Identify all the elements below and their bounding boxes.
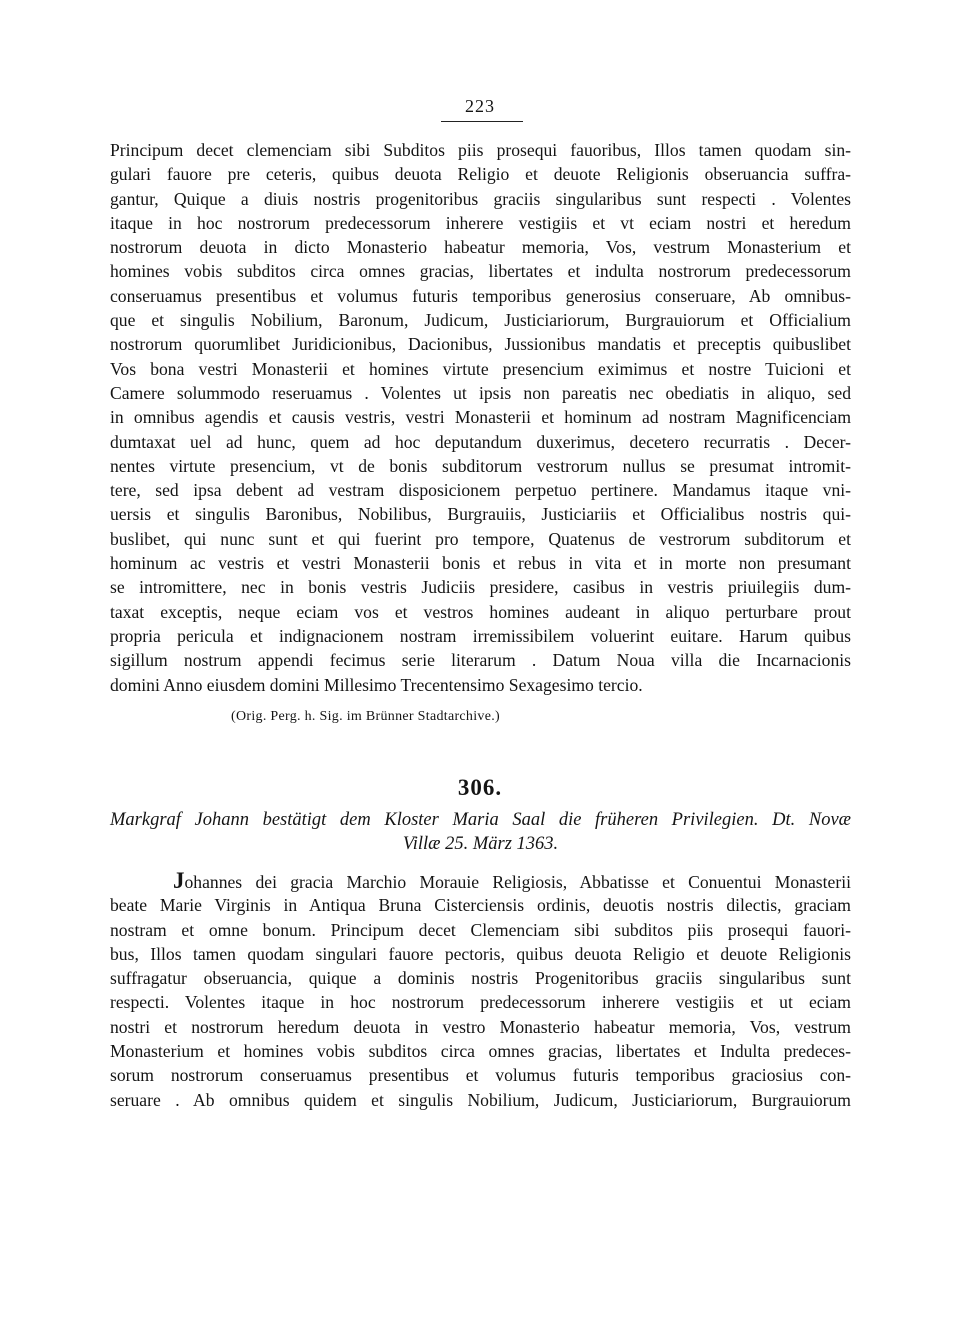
text-line: nostram et omne bonum. Principum decet Clemenciam sibi subditos piis prosequi fauori-	[110, 919, 851, 940]
text-line: propria pericula et indignacionem nostram irremissibilem voluerint euitare. Harum quibus	[110, 625, 851, 646]
page-number: 223	[465, 96, 495, 116]
text-line: buslibet, qui nunc sunt et qui fuerint pro tempore, Quatenus de vestrorum subditorum et	[110, 528, 851, 549]
text-line: itaque in hoc nostrorum predecessorum inherere vestigiis et vt eciam nostri et heredum	[110, 212, 851, 233]
text-line: se intromittere, nec in bonis vestris Judiciis presidere, casibus in vestris priuilegiis dum-	[110, 577, 851, 598]
text-line: in omnibus agendis et causis vestris, vestri Monasterii et hominum ad nostram Magnificenciam	[110, 407, 851, 428]
text-line: gantur, Quique a diuis nostris progenitoribus graciis singularibus sunt respecti . Volentes	[110, 188, 851, 209]
heading-line-2: Villæ 25. März 1363.	[402, 834, 559, 854]
text-line: taxat exceptis, neque eciam vos et vestros homines audeant in aliquo perturbare prout	[110, 601, 851, 622]
text-line: gulari fauore pre ceteris, quibus deuota Religio et deuote Religionis obseruancia suffra-	[110, 164, 851, 185]
text-line: sigillum nostrum appendi fecimus serie literarum . Datum Noua villa die Incarnacionis	[110, 650, 851, 671]
text-line: hominum ac vestris et vestri Monasterii bonis et rebus in vita et in morte non presumant	[110, 553, 851, 574]
text-line: nostrorum deuota in dicto Monasterio habeatur memoria, Vos, vestrum Monasterium et	[110, 237, 851, 258]
text-line: conseruamus presentibus et volumus futuris temporibus generosius conseruare, Ab omnibus-	[110, 285, 851, 306]
page-number-rule	[441, 121, 523, 122]
text-line: tere, sed ipsa debent ad vestram disposicionem perpetuo pertinere. Mandamus itaque vni-	[110, 480, 851, 501]
text-line: Monasterium et homines vobis subditos circa omnes gracias, libertates et Indulta predeces-	[110, 1041, 851, 1062]
text-line: nostrorum quorumlibet Juridicionibus, Dacionibus, Jussionibus mandatis et preceptis quibuslibet	[110, 334, 851, 355]
text-line: respecti. Volentes itaque in hoc nostrorum predecessorum inherere vestigiis et ut eciam	[110, 992, 851, 1013]
body-first-line	[110, 869, 851, 893]
text-line: sorum nostrorum conseruamus presentibus et volumus futuris temporibus graciosius con-	[110, 1065, 851, 1086]
first-line-text: ohannes dei gracia Marchio Morauie Religiosis, Abbatisse et Conuentui Monasterii	[184, 872, 851, 892]
document-number: 306.	[457, 775, 503, 800]
text-line: Vos bona vestri Monasterii et homines virtute presencium eximimus et nostre Tuicioni et	[110, 358, 851, 379]
text-line: uersis et singulis Baronibus, Nobilibus, Burgrauiis, Justiciariis et Officialibus nostris qui-	[110, 504, 851, 525]
text-line: Camere solummodo reseruamus . Volentes ut ipsis non pareatis nec obediatis in aliquo, sed	[110, 382, 851, 403]
text-line: bus, Illos tamen quodam singulari fauore pectoris, quibus deuota Religio et deuote Religionis	[110, 943, 851, 964]
text-line: que et singulis Nobilium, Baronum, Judicum, Justiciariorum, Burgrauiorum et Officialium	[110, 310, 851, 331]
text-line: dumtaxat uel ad hunc, quem ad hoc deputandum duxerimus, decetero recurratis . Decer-	[110, 431, 851, 452]
text-line: homines vobis subditos circa omnes gracias, libertates et indulta nostrorum predecessorum	[110, 261, 851, 282]
text-line: beate Marie Virginis in Antiqua Bruna Cisterciensis ordinis, deuotis nostris dilectis, graciam	[110, 895, 851, 916]
drop-cap-initial: J	[173, 868, 185, 893]
previous-document-body	[110, 138, 851, 697]
text-line: domini Anno eiusdem domini Millesimo Trecentensimo Sexagesimo tercio.	[110, 674, 643, 695]
text-line: nentes virtute presencium, vt de bonis subditorum vestrorum nullus se presumat intromit-	[110, 455, 851, 476]
text-line: suffragatur obseruancia, quique a dominis nostris Progenitoribus graciis singularibus sunt	[110, 968, 851, 989]
text-line: nostri et nostrorum heredum deuota in vestro Monasterio habeatur memoria, Vos, vestrum	[110, 1016, 851, 1037]
source-note: (Orig. Perg. h. Sig. im Brünner Stadtarchive.)	[231, 709, 500, 724]
document-body	[110, 869, 851, 1112]
heading-line-1: Markgraf Johann bestätigt dem Kloster Maria Saal die früheren Privilegien. Dt. Novæ	[110, 810, 851, 830]
text-line: seruare . Ab omnibus quidem et singulis Nobilium, Judicum, Justiciariorum, Burgrauiorum	[110, 1089, 851, 1110]
text-line: Principum decet clemenciam sibi Subditos piis prosequi fauoribus, Illos tamen quodam sin-	[110, 140, 851, 160]
document-heading	[110, 808, 851, 856]
